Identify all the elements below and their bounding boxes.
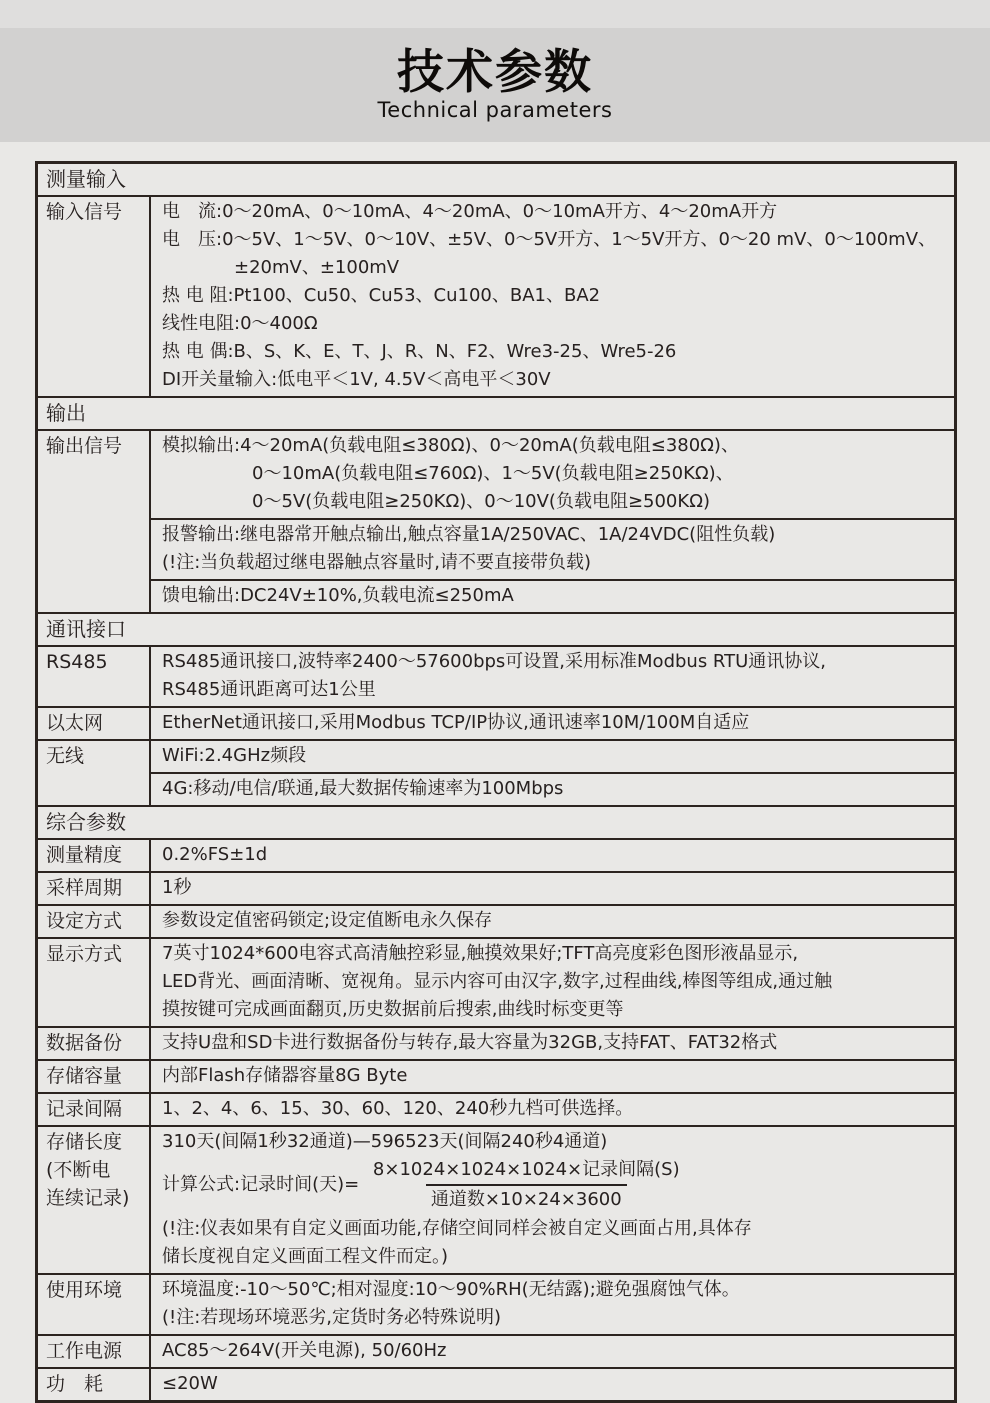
page-title: 技术参数 bbox=[397, 44, 593, 100]
value-subcell bbox=[151, 1336, 954, 1367]
value-line: EtherNet通讯接口,采用Modbus TCP/IP协议,通讯速率10M/100M自适应 bbox=[162, 712, 750, 733]
value-line: 热 电 偶:B、S、K、E、T、J、R、N、F2、Wre3-25、Wre5-26 bbox=[162, 341, 677, 362]
page-subtitle: Technical parameters bbox=[377, 98, 613, 123]
param-row bbox=[38, 838, 954, 871]
value-line: 4G:移动/电信/联通,最大数据传输速率为100Mbps bbox=[162, 778, 564, 799]
value-subcell bbox=[151, 197, 954, 396]
param-value bbox=[151, 873, 954, 904]
param-row bbox=[38, 1059, 954, 1092]
param-row bbox=[38, 1367, 954, 1400]
value-subcell bbox=[151, 1369, 954, 1400]
param-value bbox=[151, 1061, 954, 1092]
param-label bbox=[38, 906, 151, 937]
value-line: DI开关量输入:低电平＜1V, 4.5V＜高电平＜30V bbox=[162, 369, 551, 390]
param-label bbox=[38, 939, 151, 1026]
param-label bbox=[38, 840, 151, 871]
param-label bbox=[38, 1369, 151, 1400]
value-line: 1秒 bbox=[162, 877, 192, 898]
value-subcell bbox=[151, 579, 954, 612]
value-line: LED背光、画面清晰、宽视角。显示内容可由汉字,数字,过程曲线,棒图等组成,通过触 bbox=[162, 971, 833, 992]
param-row bbox=[38, 739, 954, 805]
param-label-line: 采样周期 bbox=[46, 877, 123, 899]
param-label bbox=[38, 1336, 151, 1367]
param-label-line: 存储长度 bbox=[46, 1131, 123, 1153]
value-subcell bbox=[151, 741, 954, 772]
param-label-line: 显示方式 bbox=[46, 943, 123, 965]
value-subcell bbox=[151, 431, 954, 518]
formula-denominator: 通道数×10×24×3600 bbox=[426, 1184, 627, 1213]
param-label-line: 输入信号 bbox=[46, 201, 123, 223]
value-line: ±20mV、±100mV bbox=[162, 257, 400, 278]
value-line: 0.2%FS±1d bbox=[162, 844, 268, 865]
param-row bbox=[38, 1125, 954, 1273]
param-row bbox=[38, 1334, 954, 1367]
param-label-line: 设定方式 bbox=[46, 910, 123, 932]
value-subcell bbox=[151, 840, 954, 871]
param-label-line: 测量精度 bbox=[46, 844, 123, 866]
param-label bbox=[38, 197, 151, 396]
value-subcell bbox=[151, 939, 954, 1026]
value-line: 电 流:0～20mA、0～10mA、4～20mA、0～10mA开方、4～20mA开方 bbox=[162, 201, 778, 222]
section-row bbox=[38, 612, 954, 645]
value-subcell bbox=[151, 1275, 954, 1334]
param-label-line: 工作电源 bbox=[46, 1340, 123, 1362]
param-label bbox=[38, 1028, 151, 1059]
value-subcell bbox=[151, 1028, 954, 1059]
param-row bbox=[38, 195, 954, 396]
value-line: 模拟输出:4～20mA(负载电阻≤380Ω)、0～20mA(负载电阻≤380Ω)、 bbox=[162, 435, 739, 456]
param-label bbox=[38, 1061, 151, 1092]
value-line: 内部Flash存储器容量8G Byte bbox=[162, 1065, 408, 1086]
param-row bbox=[38, 937, 954, 1026]
formula bbox=[162, 1157, 950, 1213]
param-value bbox=[151, 197, 954, 396]
value-line: 310天(间隔1秒32通道)—596523天(间隔240秒4通道) bbox=[162, 1131, 608, 1152]
param-row bbox=[38, 1026, 954, 1059]
param-row bbox=[38, 871, 954, 904]
param-value bbox=[151, 840, 954, 871]
param-label-line: 输出信号 bbox=[46, 435, 123, 457]
value-line: 线性电阻:0～400Ω bbox=[162, 313, 318, 334]
value-line: AC85～264V(开关电源), 50/60Hz bbox=[162, 1340, 447, 1361]
param-label bbox=[38, 1127, 151, 1273]
param-row bbox=[38, 904, 954, 937]
param-row bbox=[38, 429, 954, 612]
param-label-line: RS485 bbox=[46, 651, 108, 673]
formula-prefix: 计算公式:记录时间(天)= bbox=[162, 1174, 365, 1195]
param-value bbox=[151, 647, 954, 706]
param-row bbox=[38, 1092, 954, 1125]
value-line: 0～10mA(负载电阻≤760Ω)、1～5V(负载电阻≥250KΩ)、 bbox=[162, 463, 734, 484]
value-subcell bbox=[151, 1061, 954, 1092]
value-line: 电 压:0～5V、1～5V、0～10V、±5V、0～5V开方、1～5V开方、0～20 mV、0～100mV、 bbox=[162, 229, 937, 250]
value-line: 7英寸1024*600电容式高清触控彩显,触摸效果好;TFT高亮度彩色图形液晶显示, bbox=[162, 943, 799, 964]
param-label bbox=[38, 708, 151, 739]
top-strip bbox=[0, 0, 990, 28]
param-value bbox=[151, 1275, 954, 1334]
param-value bbox=[151, 939, 954, 1026]
param-label-line: 存储容量 bbox=[46, 1065, 123, 1087]
param-label-line: 以太网 bbox=[46, 712, 104, 734]
param-value bbox=[151, 708, 954, 739]
value-line: WiFi:2.4GHz频段 bbox=[162, 745, 307, 766]
value-line: (!注:仪表如果有自定义画面功能,存储空间同样会被自定义画面占用,具体存 bbox=[162, 1218, 752, 1239]
param-value bbox=[151, 741, 954, 805]
param-label-line: 无线 bbox=[46, 745, 85, 767]
param-label bbox=[38, 1275, 151, 1334]
param-value bbox=[151, 906, 954, 937]
value-subcell bbox=[151, 518, 954, 579]
formula-numerator: 8×1024×1024×1024×记录间隔(S) bbox=[372, 1159, 680, 1180]
param-row bbox=[38, 1273, 954, 1334]
param-value bbox=[151, 1127, 954, 1273]
value-subcell bbox=[151, 647, 954, 706]
param-value bbox=[151, 1028, 954, 1059]
section-label: 测量输入 bbox=[46, 167, 126, 191]
section-label: 通讯接口 bbox=[46, 617, 126, 641]
value-line: 支持U盘和SD卡进行数据备份与转存,最大容量为32GB,支持FAT、FAT32格式 bbox=[162, 1032, 778, 1053]
section-row bbox=[38, 164, 954, 195]
value-line: RS485通讯距离可达1公里 bbox=[162, 679, 376, 700]
param-label-line: 记录间隔 bbox=[46, 1098, 123, 1120]
value-line: 1、2、4、6、15、30、60、120、240秒九档可供选择。 bbox=[162, 1098, 634, 1119]
param-value bbox=[151, 431, 954, 612]
value-line: 报警输出:继电器常开触点输出,触点容量1A/250VAC、1A/24VDC(阻性负载) bbox=[162, 524, 776, 545]
section-row bbox=[38, 805, 954, 838]
value-line: 0～5V(负载电阻≥250KΩ)、0～10V(负载电阻≥500KΩ) bbox=[162, 491, 710, 512]
value-line: (!注:当负载超过继电器触点容量时,请不要直接带负载) bbox=[162, 552, 592, 573]
section-row bbox=[38, 396, 954, 429]
param-label bbox=[38, 431, 151, 612]
value-line: 参数设定值密码锁定;设定值断电永久保存 bbox=[162, 910, 493, 931]
value-line: 馈电输出:DC24V±10%,负载电流≤250mA bbox=[162, 585, 514, 606]
param-label-line: 使用环境 bbox=[46, 1279, 123, 1301]
value-subcell bbox=[151, 772, 954, 805]
param-label-line: 数据备份 bbox=[46, 1032, 123, 1054]
value-subcell bbox=[151, 906, 954, 937]
value-line: 热 电 阻:Pt100、Cu50、Cu53、Cu100、BA1、BA2 bbox=[162, 285, 601, 306]
param-label bbox=[38, 741, 151, 805]
value-subcell bbox=[151, 873, 954, 904]
value-line: (!注:若现场环境恶劣,定货时务必特殊说明) bbox=[162, 1307, 502, 1328]
param-label bbox=[38, 1094, 151, 1125]
param-label-line: 功 耗 bbox=[46, 1373, 104, 1395]
param-value bbox=[151, 1094, 954, 1125]
fraction bbox=[368, 1157, 685, 1213]
param-row bbox=[38, 706, 954, 739]
param-row bbox=[38, 645, 954, 706]
value-line: ≤20W bbox=[162, 1373, 218, 1394]
value-line: 储长度视自定义画面工程文件而定。) bbox=[162, 1246, 449, 1267]
spec-table bbox=[35, 161, 957, 1403]
title-band bbox=[0, 28, 990, 142]
value-line: 环境温度:-10～50℃;相对湿度:10～90%RH(无结露);避免强腐蚀气体。 bbox=[162, 1279, 740, 1300]
param-label-line: 连续记录) bbox=[46, 1187, 130, 1209]
section-label: 综合参数 bbox=[46, 810, 126, 834]
param-value bbox=[151, 1369, 954, 1400]
value-line: RS485通讯接口,波特率2400～57600bps可设置,采用标准Modbus RTU通讯协议, bbox=[162, 651, 827, 672]
value-line: 摸按键可完成画面翻页,历史数据前后搜索,曲线时标变更等 bbox=[162, 999, 624, 1020]
value-subcell bbox=[151, 708, 954, 739]
value-subcell bbox=[151, 1127, 954, 1273]
param-label bbox=[38, 647, 151, 706]
param-value bbox=[151, 1336, 954, 1367]
section-label: 输出 bbox=[46, 401, 86, 425]
param-label-line: (不断电 bbox=[46, 1159, 111, 1181]
value-subcell bbox=[151, 1094, 954, 1125]
param-label bbox=[38, 873, 151, 904]
